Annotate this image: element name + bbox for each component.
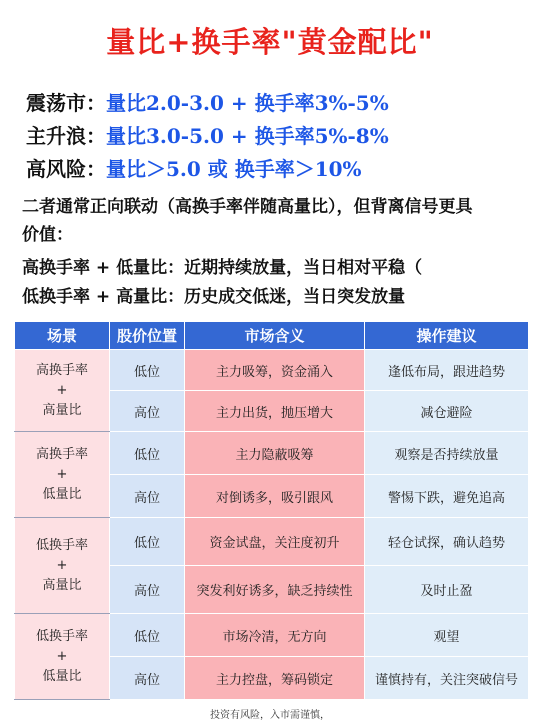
range-row-high-risk xyxy=(26,153,362,182)
scene-cell xyxy=(15,518,110,614)
scene-line: 低换手率 xyxy=(35,537,88,553)
scene-line: 低量比 xyxy=(42,486,82,502)
scene-plus: + xyxy=(56,466,68,482)
advice-cell: 及时止盈 xyxy=(365,566,529,614)
scene-plus: + xyxy=(56,648,68,664)
meaning-cell: 主力控盘，筹码锁定 xyxy=(185,657,365,700)
range-value: 量比＞5.0 或 换手率＞10% xyxy=(106,157,362,181)
advice-cell: 轻仓试探，确认趋势 xyxy=(365,518,529,566)
scene-plus: + xyxy=(56,382,68,398)
scene-cell xyxy=(15,432,110,518)
paragraph-line: 二者通常正向联动（高换手率伴随高量比），但背离信号更具 xyxy=(22,197,473,217)
paragraph-line: 低换手率 + 高量比：历史成交低迷，当日突发放量 xyxy=(22,287,406,307)
range-row-volatile xyxy=(26,87,389,116)
scene-plus: + xyxy=(56,557,68,573)
header-scene: 场景 xyxy=(15,322,110,350)
table-row xyxy=(15,614,529,657)
risk-disclaimer: 投资有风险，入市需谨慎， xyxy=(210,710,330,721)
table-row xyxy=(15,518,529,566)
scene-line: 低量比 xyxy=(42,668,82,684)
scene-line: 高换手率 xyxy=(35,362,88,378)
range-label: 震荡市： xyxy=(26,91,106,115)
position-cell: 低位 xyxy=(110,350,185,391)
scene-line: 高量比 xyxy=(42,402,82,418)
range-label: 主升浪： xyxy=(26,124,106,148)
meaning-cell: 突发利好诱多，缺乏持续性 xyxy=(185,566,365,614)
table-row xyxy=(15,350,529,391)
position-cell: 低位 xyxy=(110,614,185,657)
range-value: 量比2.0-3.0 + 换手率3%-5% xyxy=(106,91,389,115)
meaning-cell: 对倒诱多，吸引跟风 xyxy=(185,475,365,518)
position-cell: 高位 xyxy=(110,475,185,518)
position-cell: 低位 xyxy=(110,432,185,475)
header-advice: 操作建议 xyxy=(365,322,529,350)
table-row xyxy=(15,432,529,475)
advice-cell: 观望 xyxy=(365,614,529,657)
position-cell: 高位 xyxy=(110,566,185,614)
signal-table xyxy=(14,321,529,700)
position-cell: 低位 xyxy=(110,518,185,566)
page-title: 量比+换手率"黄金配比" xyxy=(106,25,434,59)
scene-cell xyxy=(15,350,110,432)
paragraph-line: 高换手率 + 低量比：近期持续放量，当日相对平稳（ xyxy=(22,258,423,278)
meaning-cell: 主力出货，抛压增大 xyxy=(185,391,365,432)
advice-cell: 谨慎持有，关注突破信号 xyxy=(365,657,529,700)
meaning-cell: 市场冷清，无方向 xyxy=(185,614,365,657)
table-header-row xyxy=(15,322,529,350)
scene-line: 低换手率 xyxy=(35,628,88,644)
advice-cell: 警惕下跌，避免追高 xyxy=(365,475,529,518)
range-row-uptrend xyxy=(26,120,389,149)
range-label: 高风险： xyxy=(26,157,106,181)
scene-cell xyxy=(15,614,110,700)
advice-cell: 减仓避险 xyxy=(365,391,529,432)
scene-line: 高换手率 xyxy=(35,446,88,462)
meaning-cell: 主力隐蔽吸筹 xyxy=(185,432,365,475)
advice-cell: 观察是否持续放量 xyxy=(365,432,529,475)
meaning-cell: 资金试盘，关注度初升 xyxy=(185,518,365,566)
position-cell: 高位 xyxy=(110,657,185,700)
header-meaning: 市场含义 xyxy=(185,322,365,350)
header-position: 股价位置 xyxy=(110,322,185,350)
advice-cell: 逢低布局，跟进趋势 xyxy=(365,350,529,391)
meaning-cell: 主力吸筹，资金涌入 xyxy=(185,350,365,391)
position-cell: 高位 xyxy=(110,391,185,432)
range-value: 量比3.0-5.0 + 换手率5%-8% xyxy=(106,124,389,148)
scene-line: 高量比 xyxy=(42,577,82,593)
paragraph-line: 价值： xyxy=(22,225,73,245)
